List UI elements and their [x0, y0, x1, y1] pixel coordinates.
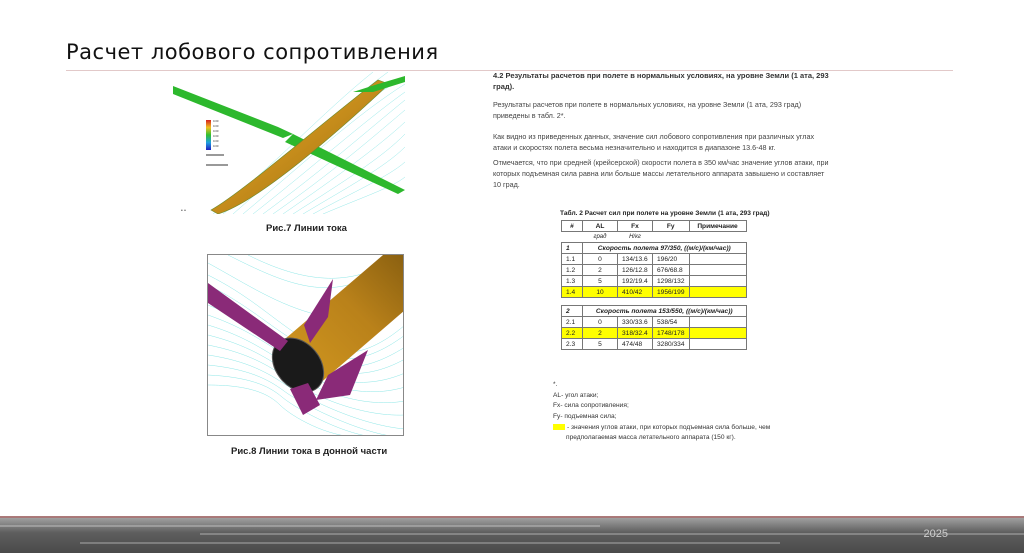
table-header: Fx — [618, 221, 653, 232]
forces-table — [561, 220, 747, 350]
svg-text:0.00: 0.00 — [213, 129, 219, 133]
table-row: 1.1 0 134/13.6 196/20 — [562, 254, 747, 265]
highlight-swatch — [553, 424, 565, 430]
figure-8-base-streamlines — [207, 254, 404, 436]
table-header: AL — [583, 221, 618, 232]
note-highlight-legend-cont: предполагаемая масса летательного аппарата (150 кг). — [566, 434, 736, 442]
table-header: # — [562, 221, 583, 232]
group-label: Скорость полета 153/550, ((м/с)/(км/час)) — [583, 306, 747, 317]
svg-text:0.00: 0.00 — [213, 134, 219, 138]
svg-text:0.00: 0.00 — [213, 139, 219, 143]
svg-text:0.00: 0.00 — [213, 144, 219, 148]
table-header: Fy — [653, 221, 690, 232]
table-row-highlighted: 2.2 2 318/32.4 1748/178 — [562, 328, 747, 339]
table-unit: Н/кг — [629, 234, 641, 240]
table-row-highlighted: 1.4 10 410/42 1956/199 — [562, 287, 747, 298]
table-caption: Табл. 2 Расчет сил при полете на уровне Земли (1 ата, 293 град) — [560, 210, 770, 217]
paragraph-drag-range: Как видно из приведенных данных, значение сил лобового сопротивления при различных углах атаки и скоростях полета весьма незначительно и находится в диапазоне 13.6-48 кг. — [493, 132, 815, 153]
table-row: 2.3 5 474/48 3280/334 — [562, 339, 747, 350]
figure-7-streamlines — [173, 72, 405, 214]
footer-band — [0, 516, 1024, 553]
page-number: 2025 — [923, 528, 948, 540]
note-fx: Fx- сила сопротивления; — [553, 402, 629, 410]
paragraph-results: Результаты расчетов при полете в нормальных условиях, на уровне Земли (1 ата, 293 град) приведены в табл. 2*. — [493, 100, 802, 121]
section-heading: 4.2 Результаты расчетов при полете в нормальных условиях, на уровне Земли (1 ата, 293 град). — [493, 71, 829, 91]
note-al: AL- угол атаки; — [553, 391, 599, 399]
table-row: 1.2 2 126/12.8 676/68.8 — [562, 265, 747, 276]
svg-text:0.00: 0.00 — [213, 124, 219, 128]
table-row: 1.3 5 192/19.4 1298/132 — [562, 276, 747, 287]
note-star: *. — [553, 381, 558, 388]
paragraph-attack-angle: Отмечается, что при средней (крейсерской) скорости полета в 350 км/час значение углов атаки, при которых подъемная сила равна или больше массы летательного аппарата завышено и составляет 10 град. — [493, 158, 829, 190]
table-row: 2.1 0 330/33.6 538/54 — [562, 317, 747, 328]
figure-7-caption: Рис.7 Линии тока — [266, 223, 347, 234]
table-notes — [553, 380, 813, 444]
group-label: Скорость полета 97/350, ((м/с)/(км/час)) — [583, 243, 747, 254]
table-unit: град — [593, 234, 607, 240]
figure-8-caption: Рис.8 Линии тока в донной части — [231, 446, 388, 457]
svg-text:• •: • • — [181, 208, 186, 214]
group-number: 1 — [562, 243, 583, 254]
table-header: Примечание — [689, 221, 746, 232]
note-fy: Fy- подъемная сила; — [553, 413, 617, 421]
svg-text:0.00: 0.00 — [213, 119, 219, 123]
slide-title: Расчет лобового сопротивления — [66, 40, 439, 64]
note-highlight-legend: - значения углов атаки, при которых подъемная сила больше, чем — [553, 423, 813, 434]
group-number: 2 — [562, 306, 583, 317]
